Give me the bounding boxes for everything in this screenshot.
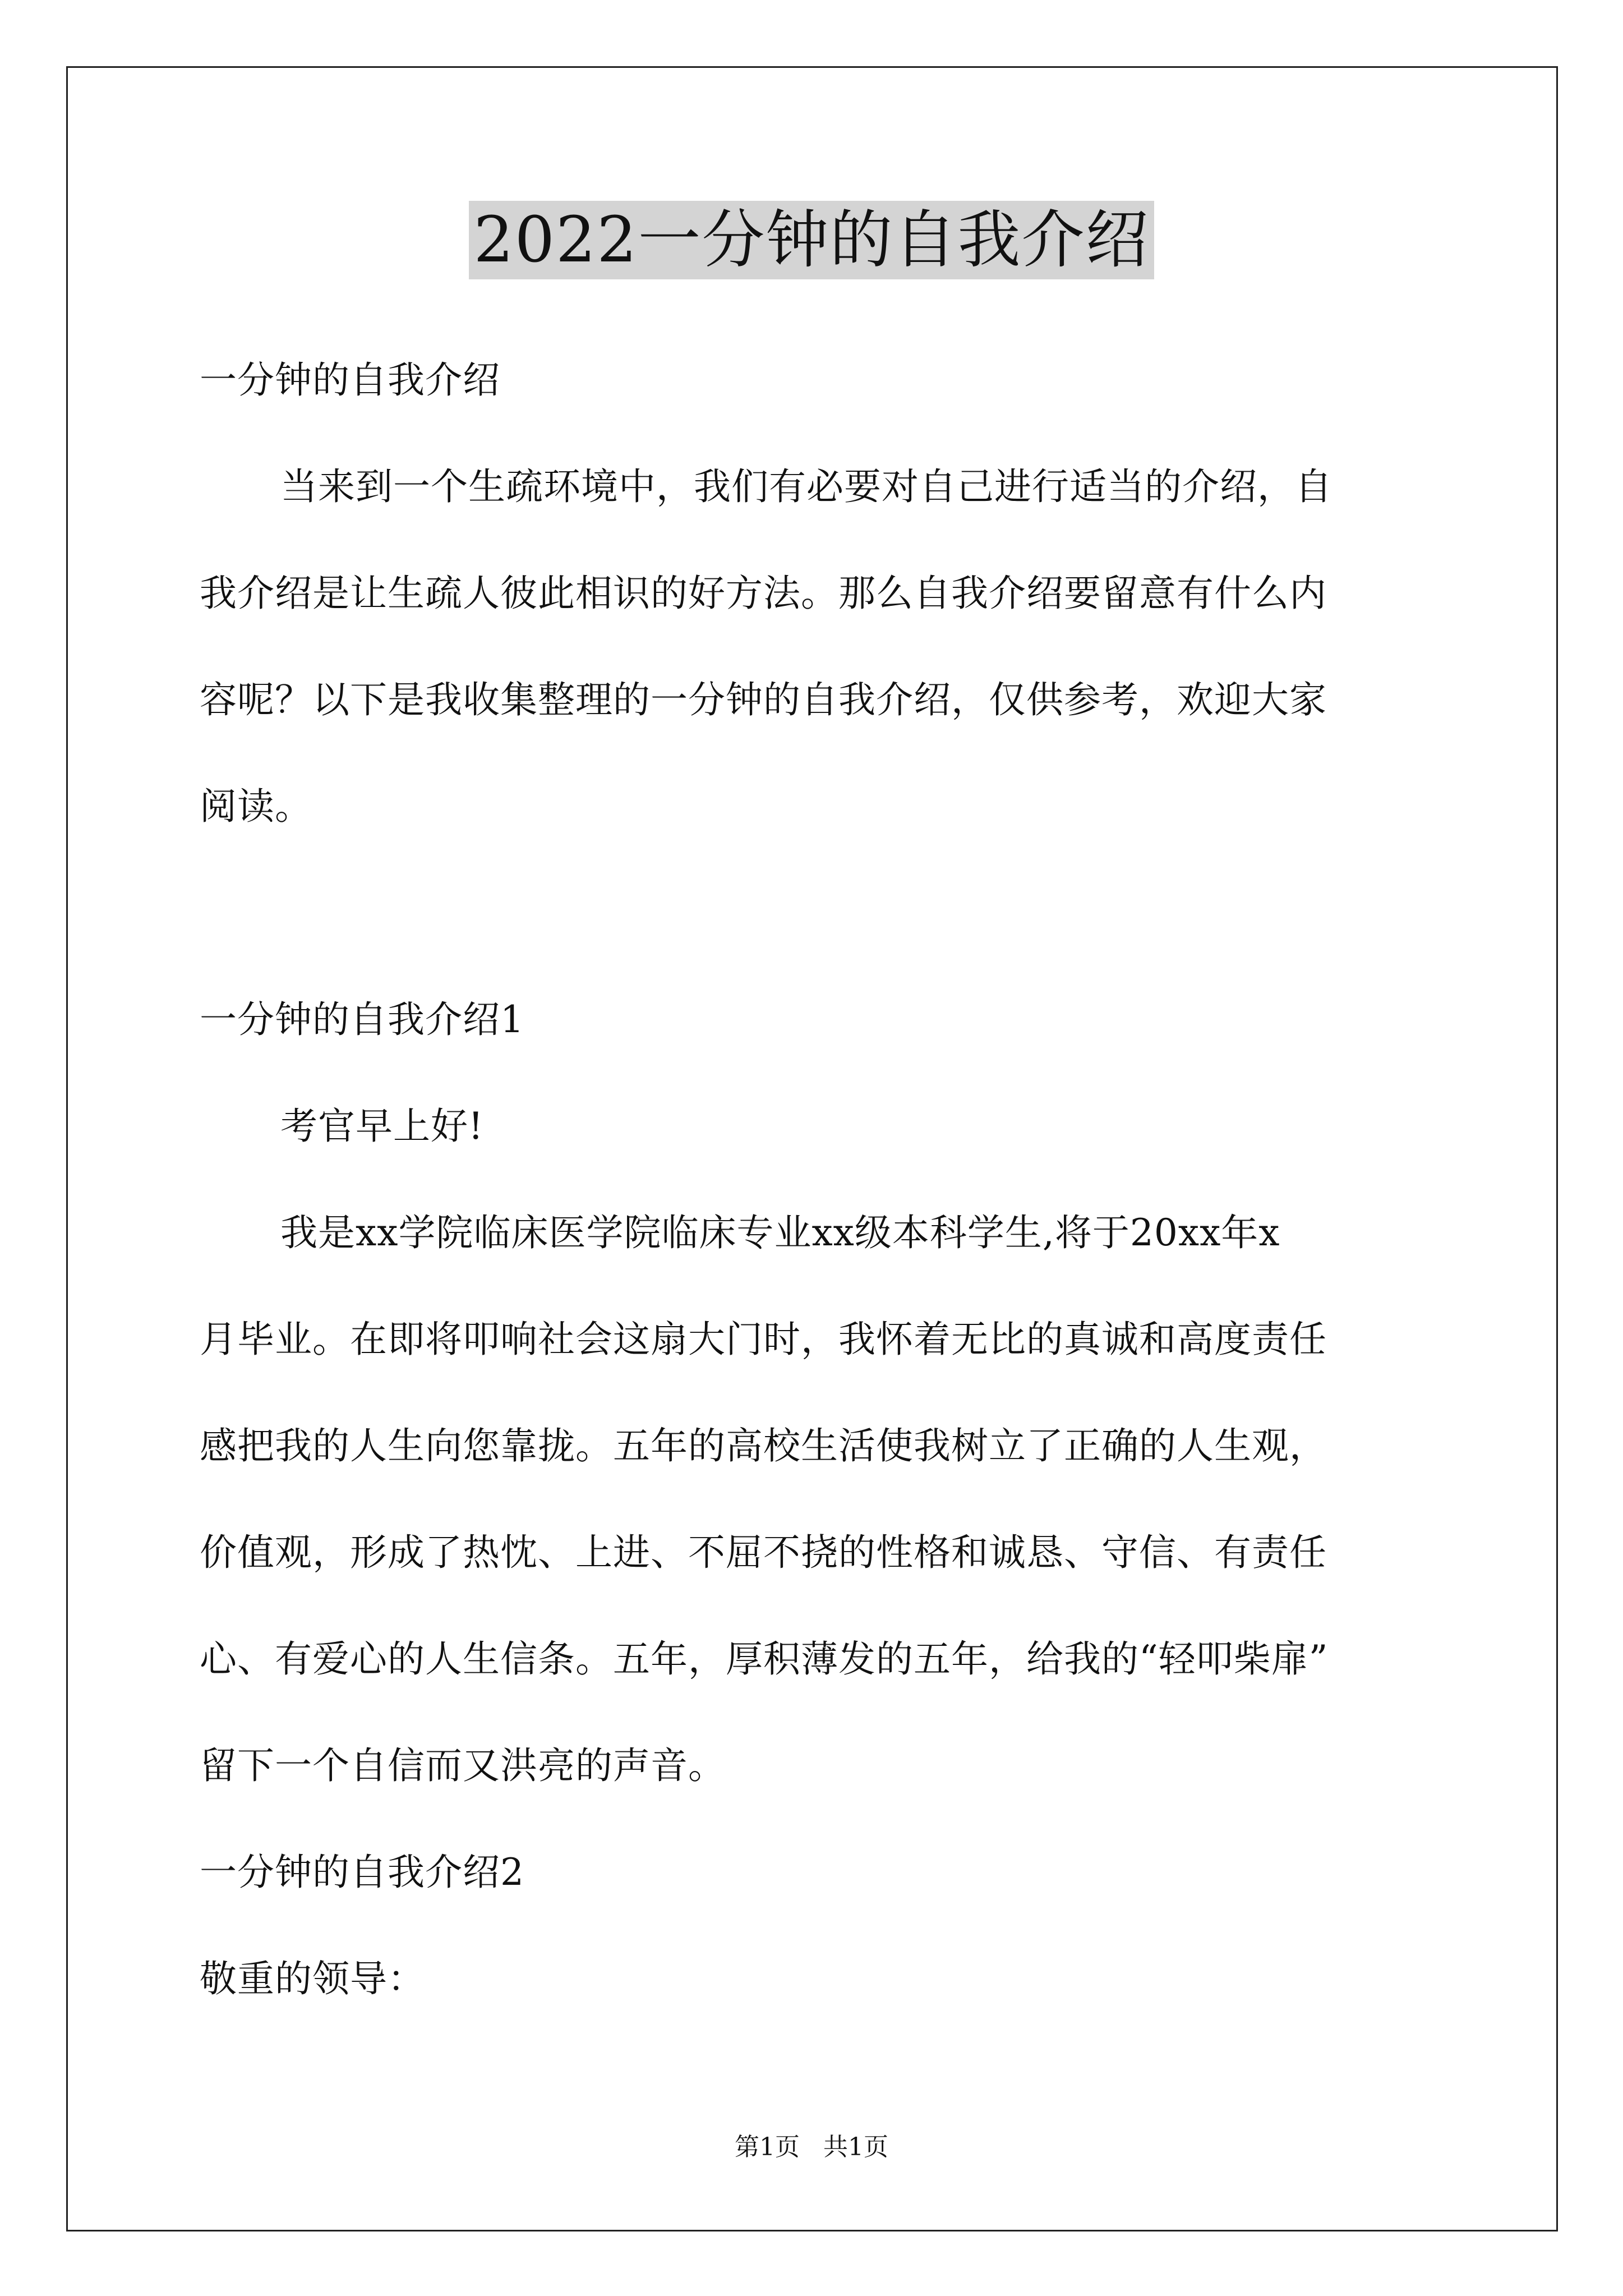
paragraph-line: 感把我的人生向您靠拢。五年的高校生活使我树立了正确的人生观， (200, 1424, 1327, 1467)
paragraph-line: 考官早上好! (280, 1105, 484, 1148)
section-heading: 一分钟的自我介绍 (200, 358, 500, 402)
paragraph-line: 阅读。 (200, 785, 312, 828)
paragraph-line: 留下一个自信而又洪亮的声音。 (200, 1744, 726, 1787)
paragraph-line: 心、有爱心的人生信条。五年，厚积薄发的五年，给我的“轻叩柴扉” (200, 1637, 1329, 1681)
page-footer: 第1页 共1页 (735, 2133, 888, 2161)
paragraph-line: 我是xx学院临床医学院临床专业xx级本科学生,将于20xx年x (280, 1211, 1280, 1254)
paragraph-line: 价值观，形成了热忱、上进、不屈不挠的性格和诚恳、守信、有责任 (200, 1531, 1327, 1574)
paragraph-line: 敬重的领导： (200, 1957, 425, 2000)
paragraph-line: 当来到一个生疏环境中，我们有必要对自己进行适当的介绍，自 (280, 465, 1332, 508)
section-heading: 一分钟的自我介绍1 (200, 998, 524, 1041)
section-heading: 一分钟的自我介绍2 (200, 1851, 524, 1894)
document-title-container (0, 201, 1623, 279)
paragraph-line: 我介绍是让生疏人彼此相识的好方法。那么自我介绍要留意有什么内 (200, 572, 1327, 615)
paragraph-line: 月毕业。在即将叩响社会这扇大门时，我怀着无比的真诚和高度责任 (200, 1318, 1327, 1361)
document-title: 2022一分钟的自我介绍 (469, 201, 1154, 279)
paragraph-line: 容呢？以下是我收集整理的一分钟的自我介绍，仅供参考，欢迎大家 (200, 678, 1327, 721)
